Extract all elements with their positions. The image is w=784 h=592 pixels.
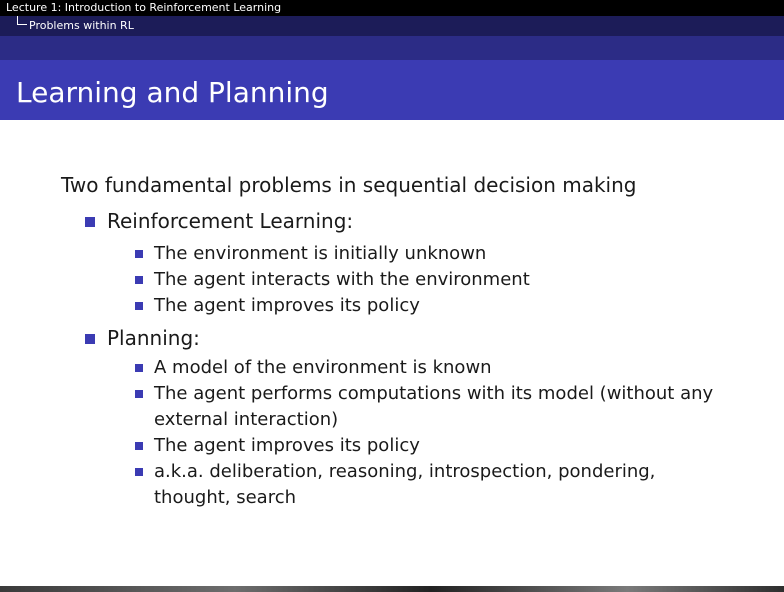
slide-content — [0, 120, 784, 586]
sub-list-item-text: The environment is initially unknown — [154, 243, 487, 264]
square-bullet-icon — [135, 276, 143, 284]
sub-list-item — [154, 241, 734, 267]
sub-list-item-text: The agent performs computations with its model (without any external interaction) — [154, 383, 714, 430]
slide-title-bar — [0, 60, 784, 120]
square-bullet-icon — [135, 390, 143, 398]
square-bullet-icon — [135, 468, 143, 476]
sub-list-item — [154, 267, 734, 293]
list-item-planning — [107, 325, 200, 351]
sub-list-item-text: a.k.a. deliberation, reasoning, introspection, pondering, thought, search — [154, 461, 656, 508]
list-item-reinforcement-learning — [107, 208, 353, 234]
slide-title: Learning and Planning — [16, 76, 329, 109]
sub-list-item — [154, 355, 734, 381]
sub-list-item-text: The agent improves its policy — [154, 295, 420, 316]
square-bullet-icon — [85, 334, 95, 344]
square-bullet-icon — [135, 442, 143, 450]
square-bullet-icon — [135, 364, 143, 372]
list-item-label: Planning: — [107, 326, 200, 350]
video-bottom-strip — [0, 586, 784, 592]
sub-list-item-text: The agent improves its policy — [154, 435, 420, 456]
tree-corner-icon — [17, 16, 27, 25]
sub-list-item — [154, 381, 734, 433]
sub-list-item-text: A model of the environment is known — [154, 357, 492, 378]
lecture-nav-bar — [0, 0, 784, 16]
intro-text: Two fundamental problems in sequential decision making — [61, 173, 637, 197]
subsection-nav-bar — [0, 16, 784, 36]
subsection-label: Problems within RL — [29, 19, 134, 32]
lecture-section-label: Lecture 1: Introduction to Reinforcement Learning — [6, 1, 282, 14]
sub-list-item-text: The agent interacts with the environment — [154, 269, 530, 290]
header-band — [0, 36, 784, 60]
sub-list-item — [154, 459, 674, 511]
list-item-label: Reinforcement Learning: — [107, 209, 354, 233]
sub-list-item — [154, 433, 734, 459]
square-bullet-icon — [85, 217, 95, 227]
square-bullet-icon — [135, 302, 143, 310]
square-bullet-icon — [135, 250, 143, 258]
sub-list-item — [154, 293, 734, 319]
